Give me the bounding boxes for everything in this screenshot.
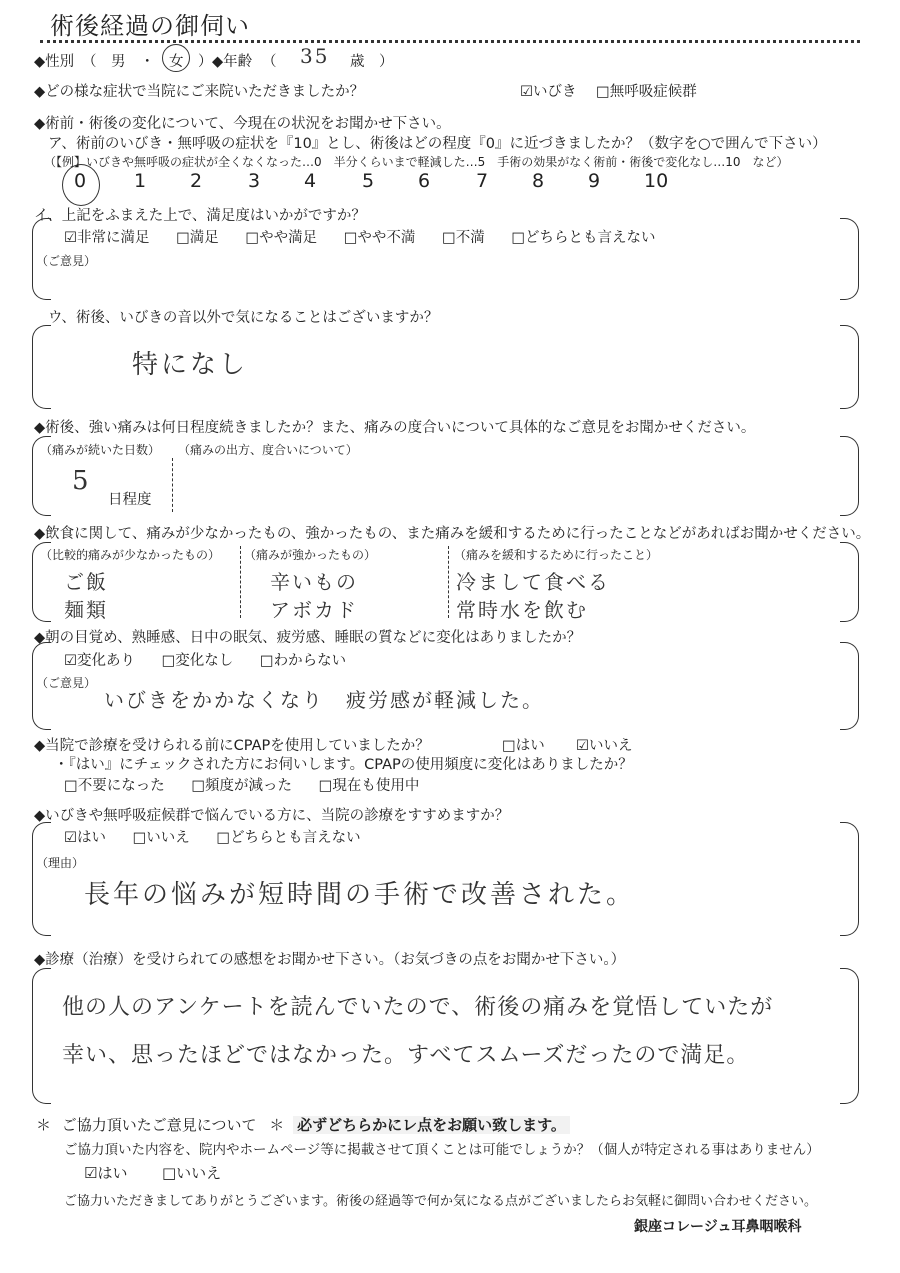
clinic-name: 銀座コレージュ耳鼻咽喉科 [634, 1219, 802, 1235]
impressions-line-2[interactable]: 幸い、思ったほどではなかった。すべてスムーズだったので満足。 [62, 1043, 750, 1068]
food-more-pain-line-2[interactable]: アボカド [270, 598, 358, 622]
satisfaction-options [64, 226, 678, 247]
recommend-yes[interactable]: ☑はい [64, 830, 106, 846]
food-less-pain-line-1[interactable]: ご飯 [64, 570, 108, 594]
sleep-changed[interactable]: ☑変化あり [64, 653, 135, 669]
pain-days-unit: 日程度 [108, 492, 152, 508]
pain-box-right [840, 436, 859, 516]
reason-box-right [840, 822, 859, 936]
pain-degree-label: （痛みの出方、度合いについて） [178, 443, 358, 457]
opinion-label: （ご意見） [36, 254, 97, 268]
satisfaction-dissatisfied[interactable]: □不満 [442, 230, 485, 246]
scale-4[interactable]: 4 [304, 170, 317, 192]
satisfaction-satisfied[interactable]: □満足 [176, 230, 219, 246]
scale-1[interactable]: 1 [134, 170, 147, 192]
sex-label: ◆性別 [34, 54, 75, 70]
food-divider-2 [448, 546, 449, 618]
age-value[interactable]: 35 [300, 44, 330, 68]
concerns-answer[interactable]: 特になし [132, 350, 249, 380]
reason-label: （理由） [36, 856, 85, 870]
food-more-pain-line-1[interactable]: 辛いもの [270, 570, 358, 594]
food-less-pain-line-2[interactable]: 麺類 [64, 598, 108, 622]
satisfaction-very-satisfied[interactable]: ☑非常に満足 [64, 230, 150, 246]
scale-5[interactable]: 5 [362, 170, 375, 192]
visit-reason-apnea[interactable]: □無呼吸症候群 [596, 84, 697, 100]
food-box-right [840, 542, 859, 622]
footer-thanks: ご協力いただきましてありがとうございます。術後の経過等で何か気になる点がございましたらお気軽に御問い合わせください。 [64, 1194, 817, 1209]
recommend-no[interactable]: □いいえ [132, 830, 190, 846]
impressions-box-right [840, 968, 859, 1104]
footer-emphasis: 必ずどちらかにレ点をお願い致します。 [293, 1116, 570, 1134]
question-change: ◆術前・術後の変化について、今現在の状況をお聞かせ下さい。 [34, 116, 451, 132]
cpap-not-needed[interactable]: □不要になった [64, 778, 165, 794]
publish-yes[interactable]: ☑はい [84, 1164, 128, 1182]
food-more-pain-label: （痛みが強かったもの） [244, 548, 377, 562]
age-unit: 歳 ） [350, 54, 394, 70]
sleep-box-right [840, 642, 859, 730]
question-sleep-quality: ◆朝の目覚め、熟睡感、日中の眠気、疲労感、睡眠の質などに変化はありましたか？ [34, 630, 582, 646]
page-title: 術後経過の御伺い [50, 12, 250, 40]
pain-days-label: （痛みが続いた日数） [40, 443, 161, 457]
pain-divider [172, 458, 173, 512]
question-pain-duration: ◆術後、強い痛みは何日程度続きましたか？また、痛みの度合いについて具体的なご意見をお聞かせください。 [34, 420, 756, 436]
footer-star-1: ＊ [36, 1116, 52, 1134]
impressions-line-1[interactable]: 他の人のアンケートを読んでいたので、術後の痛みを覚悟していたが [62, 995, 774, 1020]
scale-10[interactable]: 10 [644, 170, 669, 192]
question-change-example: （【例】いびきや無呼吸の症状が全くなくなった…0 半分くらいまで軽減した…5 手術の効果がなく術前・術後で変化なし…10 など） [44, 155, 789, 169]
question-visit-reason: ◆どの様な症状で当院にご来院いただきましたか？ [34, 84, 365, 100]
recommend-options [64, 826, 383, 847]
sleep-answer[interactable]: いびきをかかなくなり 疲労感が軽減した。 [104, 688, 544, 712]
question-impressions: ◆診療（治療）を受けられての感想をお聞かせ下さい。（お気づきの点をお聞かせ下さい。） [34, 952, 626, 968]
footer-star-2: ＊ [269, 1116, 285, 1134]
footer-title: ご協力頂いたご意見について [61, 1116, 257, 1134]
food-relief-line-1[interactable]: 冷まして食べる [456, 570, 610, 594]
age-label: ◆年齢 [212, 54, 253, 70]
scale-8[interactable]: 8 [532, 170, 545, 192]
opinion-box-right [840, 218, 859, 300]
reason-box-left [32, 822, 51, 936]
sex-options[interactable]: （ 男 ・ 女 ） [82, 54, 213, 70]
food-divider-1 [240, 546, 241, 618]
publish-no[interactable]: □いいえ [162, 1164, 222, 1182]
scale-6[interactable]: 6 [418, 170, 431, 192]
cpap-no[interactable]: ☑いいえ [576, 738, 633, 754]
food-relief-label: （痛みを緩和するために行ったこと） [454, 548, 659, 562]
question-recommend: ◆いびきや無呼吸症候群で悩んでいる方に、当院の診療をすすめますか？ [34, 808, 510, 824]
question-cpap-frequency: ・『はい』にチェックされた方にお伺いします。CPAPの使用頻度に変化はありましたか？ [54, 757, 633, 773]
question-food: ◆飲食に関して、痛みが少なかったもの、強かったもの、また痛みを緩和するために行ったことなどがあればお聞かせください。 [34, 526, 871, 542]
concerns-box-right [840, 325, 859, 409]
footer-heading [36, 1114, 570, 1135]
satisfaction-neutral[interactable]: □どちらとも言えない [511, 230, 656, 246]
sex-selection-circle [162, 44, 190, 72]
scale-0[interactable]: 0 [74, 170, 87, 192]
scale-9[interactable]: 9 [588, 170, 601, 192]
cpap-yes[interactable]: □はい [502, 738, 545, 754]
visit-reason-snoring[interactable]: ☑いびき [520, 84, 577, 100]
age-open-paren: （ [262, 54, 277, 70]
question-cpap: ◆当院で診療を受けられる前にCPAPを使用していましたか？ [34, 738, 430, 754]
food-relief-line-2[interactable]: 常時水を飲む [456, 598, 588, 622]
satisfaction-somewhat-dissatisfied[interactable]: □やや不満 [343, 230, 416, 246]
recommend-reason[interactable]: 長年の悩みが短時間の手術で改善された。 [84, 880, 636, 910]
sleep-unknown[interactable]: □わからない [259, 653, 347, 669]
sleep-opinion-label: （ご意見） [36, 676, 97, 690]
cpap-frequency-options [64, 774, 441, 795]
sleep-quality-options [64, 649, 368, 670]
cpap-still-using[interactable]: □現在も使用中 [318, 778, 420, 794]
scale-3[interactable]: 3 [248, 170, 261, 192]
impressions-box-left [32, 968, 51, 1104]
scale-2[interactable]: 2 [190, 170, 203, 192]
sleep-unchanged[interactable]: □変化なし [161, 653, 234, 669]
satisfaction-somewhat-satisfied[interactable]: □やや満足 [245, 230, 318, 246]
food-less-pain-label: （比較的痛みが少なかったもの） [40, 548, 221, 562]
question-satisfaction: イ、上記をふまえた上で、満足度はいかがですか？ [34, 208, 366, 224]
scale-7[interactable]: 7 [476, 170, 489, 192]
pain-days-value[interactable]: 5 [72, 466, 92, 496]
recommend-neutral[interactable]: □どちらとも言えない [216, 830, 361, 846]
title-divider [40, 40, 860, 43]
question-other-concerns: ウ、術後、いびきの音以外で気になることはございますか？ [48, 310, 439, 326]
concerns-box-left [32, 325, 51, 409]
cpap-less-frequent[interactable]: □頻度が減った [191, 778, 293, 794]
question-change-a: ア、術前のいびき・無呼吸の症状を『10』とし、術後はどの程度『0』に近づきましたか？（数字を○で囲んで下さい） [48, 136, 827, 152]
footer-question: ご協力頂いた内容を、院内やホームページ等に掲載させて頂くことは可能でしょうか？（個人が特定される事はありません） [64, 1142, 820, 1158]
